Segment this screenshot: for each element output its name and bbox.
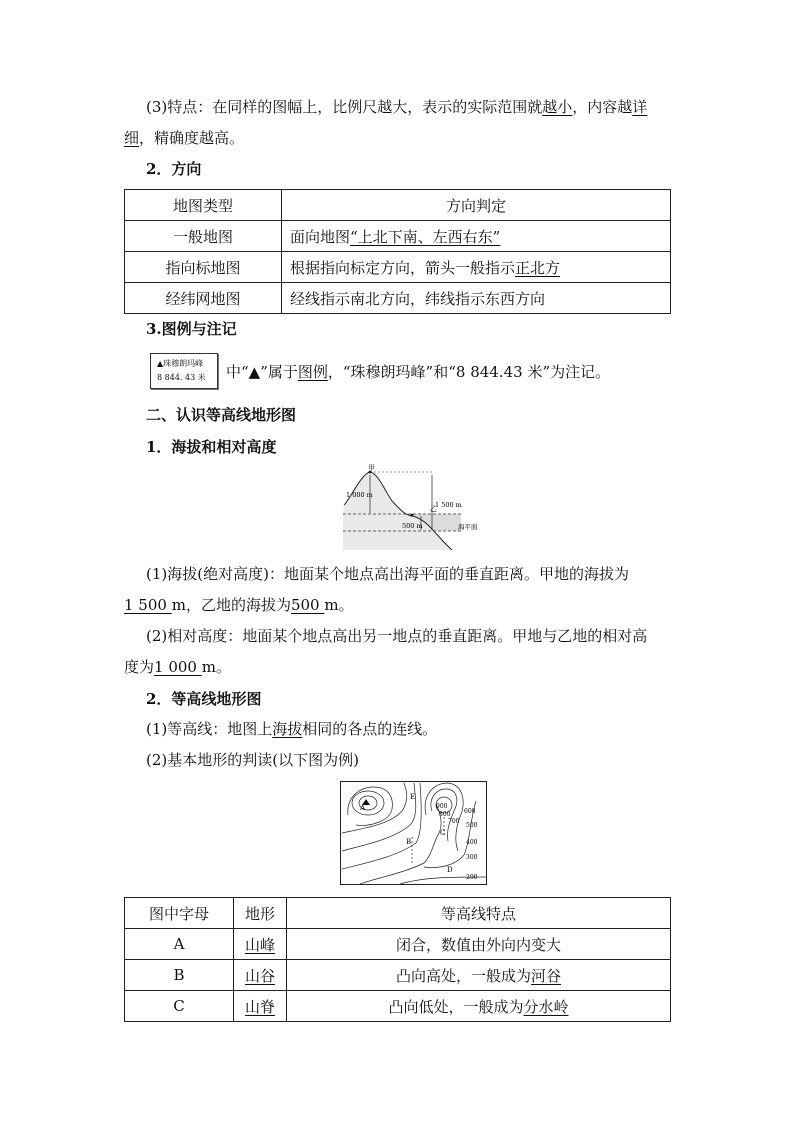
table-cell: A bbox=[125, 929, 234, 960]
contour-answer: 海拔 bbox=[272, 720, 303, 738]
basic-terrain-heading: (2)基本地形的判读(以下图为例) bbox=[146, 751, 359, 769]
altitude-answer-2: 500 bbox=[290, 596, 325, 614]
contour-value-900: 900 bbox=[436, 803, 448, 810]
b-label: 乙 bbox=[430, 505, 437, 513]
cell-text: 闭合，数值由外向内变大 bbox=[395, 935, 561, 954]
cell-answer: 山谷 bbox=[244, 966, 275, 985]
contour-map-heading: 2．等高线地形图 bbox=[146, 690, 262, 708]
h1000-label: 1 000 m bbox=[346, 491, 373, 499]
altitude-diagram bbox=[340, 463, 492, 553]
scale-feature-line-2 bbox=[124, 128, 244, 148]
table-cell: 一般地图 bbox=[125, 221, 282, 252]
table-cell bbox=[282, 252, 671, 283]
table-row bbox=[125, 960, 671, 991]
direction-table bbox=[124, 189, 671, 314]
label-b: B bbox=[406, 838, 412, 846]
table-header: 地图类型 bbox=[125, 190, 282, 221]
h1500-label: 1 500 m bbox=[435, 501, 462, 509]
legend-text-a: 中“▲”属于 bbox=[226, 363, 298, 381]
contour-value-200: 200 bbox=[466, 874, 478, 881]
feature-answer-detail-b: 细 bbox=[124, 129, 140, 147]
altitude-answer-1: 1 500 bbox=[124, 596, 172, 614]
cell-text: 凸向高处，一般成为 bbox=[395, 966, 531, 985]
feature-answer-detail-a: 详 bbox=[632, 98, 648, 116]
relative-def-line-1: (2)相对高度：地面某个地点高出另一地点的垂直距离。甲地与乙地的相对高 bbox=[146, 627, 648, 645]
legend-line-2: 8 844. 43 米 bbox=[157, 373, 206, 382]
table-cell bbox=[234, 929, 287, 960]
contour-text-b: 相同的各点的连线。 bbox=[302, 720, 438, 738]
legend-heading: 3.图例与注记 bbox=[146, 320, 237, 338]
sea-level-label: 海平面 bbox=[458, 523, 478, 531]
direction-heading: 2．方向 bbox=[146, 160, 202, 178]
table-row bbox=[125, 283, 671, 314]
table-row bbox=[125, 929, 671, 960]
h500-label: 500 m bbox=[402, 522, 423, 530]
table-cell bbox=[287, 960, 671, 991]
table-row bbox=[125, 252, 671, 283]
altitude-text-b: m，乙地的海拔为 bbox=[171, 596, 291, 614]
cell-text: 面向地图 bbox=[290, 227, 351, 246]
cell-answer: 正北方 bbox=[515, 258, 561, 277]
table-header-row bbox=[125, 898, 671, 929]
table-cell bbox=[287, 991, 671, 1022]
label-e: E bbox=[410, 793, 416, 801]
contour-value-800: 800 bbox=[439, 811, 451, 818]
legend-line-1: ▲珠穆朗玛峰 bbox=[157, 359, 204, 368]
feature-answer-small: 越小 bbox=[542, 98, 573, 116]
table-cell: 经纬网地图 bbox=[125, 283, 282, 314]
cell-answer: 河谷 bbox=[531, 966, 562, 985]
part2-heading: 二、认识等高线地形图 bbox=[146, 406, 297, 424]
peak-label: 甲 bbox=[368, 464, 375, 472]
contour-map-figure bbox=[340, 781, 488, 885]
label-d: D bbox=[447, 866, 453, 874]
cell-text: 经线指示南北方向，纬线指示东西方向 bbox=[290, 289, 546, 308]
feature-prefix: (3)特点：在同样的图幅上，比例尺越大，表示的实际范围就 bbox=[146, 98, 543, 116]
table-row bbox=[125, 991, 671, 1022]
terrain-table bbox=[124, 897, 671, 1022]
table-header: 图中字母 bbox=[125, 898, 234, 929]
cell-text: 根据指向标定方向，箭头一般指示 bbox=[290, 258, 516, 277]
altitude-def-line-2 bbox=[124, 595, 354, 615]
altitude-def-line-1: (1)海拔(绝对高度)：地面某个地点高出海平面的垂直距离。甲地的海拔为 bbox=[146, 565, 629, 583]
table-cell bbox=[282, 221, 671, 252]
relative-def-line-2 bbox=[124, 657, 231, 677]
contour-def bbox=[146, 719, 437, 739]
cell-answer: “上北下南、左西右东” bbox=[350, 227, 501, 246]
table-cell bbox=[234, 960, 287, 991]
contour-value-600: 600 bbox=[464, 808, 476, 815]
table-header-row bbox=[125, 190, 671, 221]
table-cell: 指向标地图 bbox=[125, 252, 282, 283]
altitude-heading: 1．海拔和相对高度 bbox=[146, 438, 277, 456]
cell-answer: 山峰 bbox=[244, 935, 275, 954]
table-cell bbox=[282, 283, 671, 314]
table-cell: B bbox=[125, 960, 234, 991]
relative-text-b: 度为 bbox=[124, 658, 155, 676]
contour-value-300: 300 bbox=[466, 854, 478, 861]
relative-answer: 1 000 bbox=[154, 658, 202, 676]
altitude-text-c: m。 bbox=[324, 596, 354, 614]
cell-answer: 山脊 bbox=[244, 997, 275, 1016]
table-cell bbox=[234, 991, 287, 1022]
cell-answer: 分水岭 bbox=[523, 997, 569, 1016]
legend-answer: 图例 bbox=[297, 363, 328, 381]
label-c: C bbox=[440, 829, 446, 837]
contour-value-500: 500 bbox=[466, 822, 478, 829]
legend-description bbox=[226, 362, 610, 382]
table-row bbox=[125, 221, 671, 252]
scale-feature-line-1 bbox=[146, 97, 647, 117]
label-a: A bbox=[360, 804, 366, 812]
feature-end: ，精确度越高。 bbox=[139, 129, 245, 147]
contour-text-a: (1)等高线：地图上 bbox=[146, 720, 273, 738]
feature-mid: ，内容越 bbox=[572, 98, 633, 116]
relative-text-c: m。 bbox=[201, 658, 231, 676]
table-header: 方向判定 bbox=[282, 190, 671, 221]
legend-text-b: ，“珠穆朗玛峰”和“8 844.43 米”为注记。 bbox=[327, 363, 611, 381]
table-cell: C bbox=[125, 991, 234, 1022]
table-header: 地形 bbox=[234, 898, 287, 929]
contour-value-400: 400 bbox=[466, 839, 478, 846]
legend-sample-box bbox=[150, 353, 218, 389]
cell-text: 凸向低处，一般成为 bbox=[388, 997, 524, 1016]
contour-value-700: 700 bbox=[448, 818, 460, 825]
table-cell bbox=[287, 929, 671, 960]
table-header: 等高线特点 bbox=[287, 898, 671, 929]
b-point bbox=[411, 514, 414, 517]
